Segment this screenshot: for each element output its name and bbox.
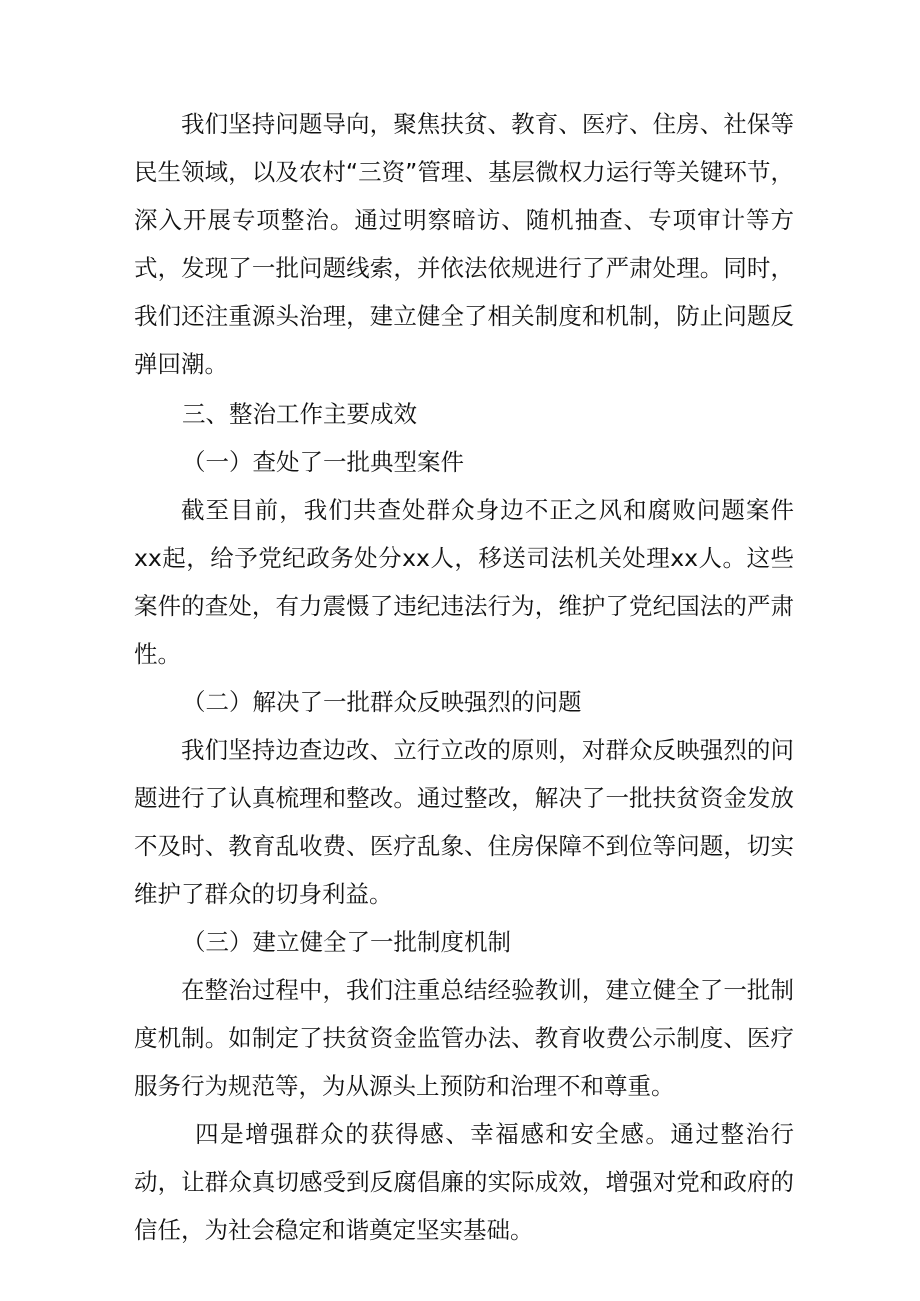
document-body xyxy=(134,100,794,1254)
subheading-mechanisms: （三）建立健全了一批制度机制 xyxy=(182,928,511,956)
paragraph-sense-of-gain: 四是增强群众的获得感、幸福感和安全感。通过整治行动，让群众真切感受到反腐倡廉的实际成效，增强对党和政府的信任，为社会稳定和谐奠定坚实基础。 xyxy=(134,1120,794,1244)
section-heading-results: 三、整治工作主要成效 xyxy=(182,400,417,428)
paragraph-problems-solved: 我们坚持边查边改、立行立改的原则，对群众反映强烈的问题进行了认真梳理和整改。通过整改，解决了一批扶贫资金发放不及时、教育乱收费、医疗乱象、住房保障不到位等问题，切实维护了群众的切身利益。 xyxy=(134,736,794,908)
subheading-problems-solved: （二）解决了一批群众反映强烈的问题 xyxy=(182,688,582,716)
subheading-cases: （一）查处了一批典型案件 xyxy=(182,448,464,476)
paragraph-mechanisms: 在整治过程中，我们注重总结经验教训，建立健全了一批制度机制。如制定了扶贫资金监管办法、教育收费公示制度、医疗服务行为规范等，为从源头上预防和治理不和尊重。 xyxy=(134,976,794,1100)
paragraph-problem-oriented: 我们坚持问题导向，聚焦扶贫、教育、医疗、住房、社保等民生领域，以及农村“三资”管理、基层微权力运行等关键环节，深入开展专项整治。通过明察暗访、随机抽查、专项审计等方式，发现了一批问题线索，并依法依规进行了严肃处理。同时，我们还注重源头治理，建立健全了相关制度和机制，防止问题反弹回潮。 xyxy=(134,110,794,378)
paragraph-cases: 截至目前，我们共查处群众身边不正之风和腐败问题案件xx起，给予党纪政务处分xx人，移送司法机关处理xx人。这些案件的查处，有力震慑了违纪违法行为，维护了党纪国法的严肃性。 xyxy=(134,496,794,668)
